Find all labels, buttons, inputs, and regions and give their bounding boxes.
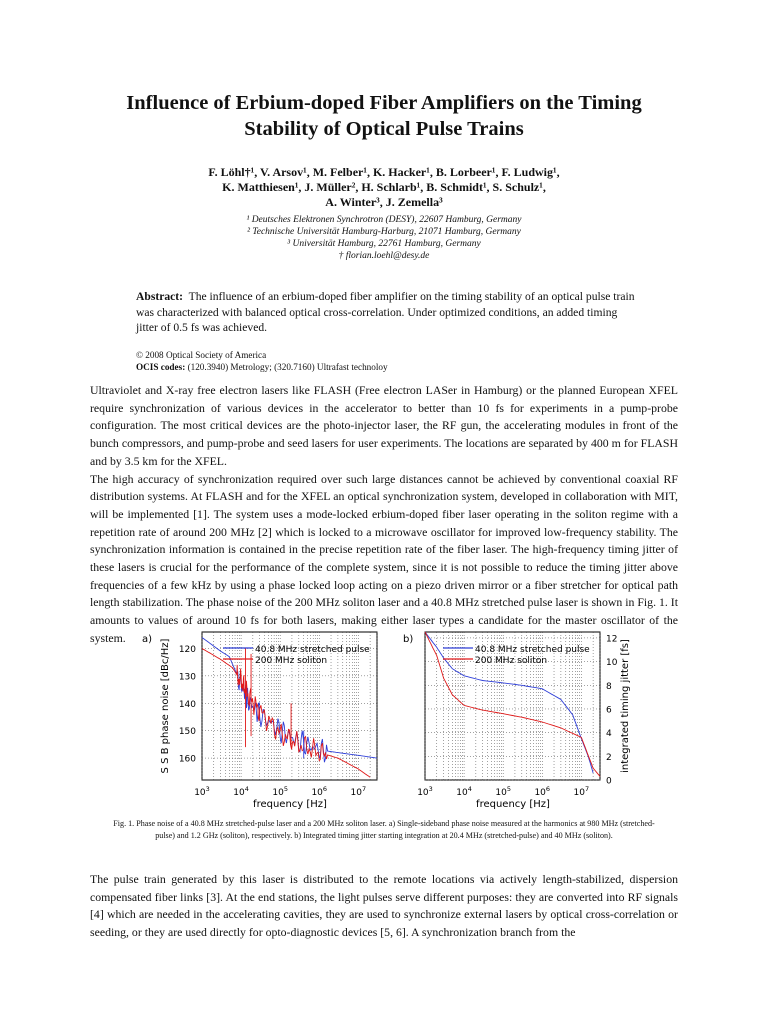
x-tick-label: $10^4$: [456, 785, 472, 798]
author-list: [60, 165, 708, 210]
legend-stretched: 40.8 MHz stretched pulse: [255, 645, 370, 655]
panel-b-xticks: [417, 785, 589, 798]
title-line-1: Influence of Erbium-doped Fiber Amplifiers on the Timing: [126, 92, 642, 114]
y-tick-label: 120: [178, 644, 196, 655]
figure-caption: Fig. 1. Phase noise of a 40.8 MHz stretched-pulse laser and a 200 MHz soliton laser. a) Single-sideband phase noise measured at the harmonics at 980 MHz (stretched-pulse) and 1.2 GHz (soliton), respectively. b) Integrated timing jitter starting integration at 20.4 MHz (stretched-pulse) and 40 MHz (soliton).: [113, 819, 655, 841]
abstract: [136, 289, 636, 336]
paragraph: The high accuracy of synchronization required over such large distances cannot be achieved by conventional coaxial RF distribution systems. At FLASH and for the XFEL an optical synchronization system, developed in collaboration with MIT, will be implemented [1]. The system uses a mode-locked erbium-doped fiber laser operating in the soliton regime with a repetition rate of around 200 MHz [2] which is locked to a microwave oscillator for improved low-frequency stability. The synchronization information is contained in the precise repetition rate of the fiber laser. The high-frequency timing jitter of these lasers is crucial for the performance of the complete system, since it is not possible to reduce the timing jitter above frequencies of a few kHz by using a phase locked loop acting on a piezo driven mirror or a fiber stretcher for optical path length stabilization. The phase noise of the 200 MHz soliton laser and a 40.8 MHz stretched pulse laser is shown in Fig. 1. It amounts to values of around 10 fs for both lasers, making either laser types a candidate for the master oscillator of the system.: [90, 471, 678, 645]
figure-1: [130, 628, 640, 813]
panel-a-xticks: [194, 785, 366, 798]
panel-b-yticks: [606, 634, 618, 786]
panel-a-ylabel: S S B phase noise [dBc/Hz]: [160, 638, 171, 774]
x-tick-label: $10^6$: [311, 785, 328, 798]
panel-a-xlabel: frequency [Hz]: [253, 799, 327, 810]
y-tick-label: 160: [178, 754, 196, 765]
abstract-text: The influence of an erbium-doped fiber amplifier on the timing stability of an optical pulse train was characterized with balanced optical cross-correlation. Under optimized conditions, an added timing jitter of 0.5 fs was achieved.: [136, 290, 635, 334]
y-tick-label: 6: [606, 705, 612, 716]
y-tick-label: 0: [606, 776, 612, 787]
body-paragraph: [90, 871, 678, 942]
figure-1-svg: [130, 628, 640, 813]
legend-soliton: 200 MHz soliton: [475, 656, 548, 666]
y-tick-label: 12: [606, 634, 618, 645]
x-tick-label: $10^5$: [272, 785, 288, 798]
x-tick-label: $10^3$: [194, 785, 210, 798]
panel-b-legend: [443, 645, 590, 666]
y-tick-label: 10: [606, 658, 618, 669]
paper-title: [40, 90, 728, 142]
affiliation-3: ³ Universität Hamburg, 22761 Hamburg, Germany: [287, 239, 481, 249]
y-tick-label: 130: [178, 672, 196, 683]
affiliations: [60, 214, 708, 262]
copyright-line: © 2008 Optical Society of America: [136, 350, 267, 360]
ocis-label: OCIS codes:: [136, 362, 186, 372]
copyright-block: [136, 349, 636, 373]
affiliation-1: ¹ Deutsches Elektronen Synchrotron (DESY), 22607 Hamburg, Germany: [246, 215, 522, 225]
paragraph: Ultraviolet and X-ray free electron lasers like FLASH (Free electron LASer in Hamburg) or the planned European XFEL require synchronization of various devices in the accelerator to better than 10 fs for experiments in a pump-probe configuration. The most critical devices are the photo-injector laser, the RF gun, the accelerating modules in front of the bunch compressors, and pump-probe and seed lasers for user experiments. The locations are separated by 400 m for FLASH and by 3.5 km for the XFEL.: [90, 383, 678, 468]
x-tick-label: $10^7$: [573, 785, 590, 798]
panel-b-ylabel: integrated timing jitter [fs]: [620, 639, 631, 773]
y-tick-label: 8: [606, 681, 612, 692]
y-tick-label: 2: [606, 752, 612, 763]
author-line-2: K. Matthiesen¹, J. Müller², H. Schlarb¹, B. Schmidt¹, S. Schulz¹,: [222, 180, 546, 194]
y-tick-label: 140: [178, 699, 196, 710]
y-tick-label: 4: [606, 729, 612, 740]
panel-b-chart: [403, 632, 631, 810]
title-line-2: Stability of Optical Pulse Trains: [244, 118, 524, 140]
x-tick-label: $10^6$: [534, 785, 551, 798]
panel-a-legend: [223, 645, 370, 666]
x-tick-label: $10^5$: [495, 785, 511, 798]
panel-a-label: a): [142, 634, 153, 645]
author-line-1: F. Löhl†¹, V. Arsov¹, M. Felber¹, K. Hacker¹, B. Lorbeer¹, F. Ludwig¹,: [208, 165, 560, 179]
author-line-3: A. Winter³, J. Zemella³: [325, 195, 443, 209]
affiliation-2: ² Technische Universität Hamburg-Harburg, 21071 Hamburg, Germany: [247, 227, 521, 237]
ocis-codes: (120.3940) Metrology; (320.7160) Ultrafast technoloy: [187, 362, 388, 372]
legend-soliton: 200 MHz soliton: [255, 656, 328, 666]
intro-paragraphs: [90, 382, 678, 648]
x-tick-label: $10^4$: [233, 785, 249, 798]
abstract-label: Abstract:: [136, 290, 184, 303]
panel-a-chart: [142, 632, 377, 810]
x-tick-label: $10^3$: [417, 785, 433, 798]
paragraph: The pulse train generated by this laser is distributed to the remote locations via actively length-stabilized, dispersion compensated fiber links [3]. At the end stations, the light pulses serve different purposes: they are converted into RF signals [4] which are needed in the accelerating cavities, they are used to synchronize external lasers by optical cross-correlation or seeding, or they are used directly for opto-diagnostic devices [5, 6]. A synchronization branch from the: [90, 872, 678, 940]
legend-stretched: 40.8 MHz stretched pulse: [475, 645, 590, 655]
panel-b-xlabel: frequency [Hz]: [476, 799, 550, 810]
x-tick-label: $10^7$: [350, 785, 367, 798]
ocis-line: [136, 361, 636, 373]
panel-a-yticks: [179, 645, 196, 765]
contact-email: † florian.loehl@desy.de: [338, 251, 430, 261]
panel-b-label: b): [403, 634, 414, 645]
y-tick-label: 150: [178, 727, 196, 738]
